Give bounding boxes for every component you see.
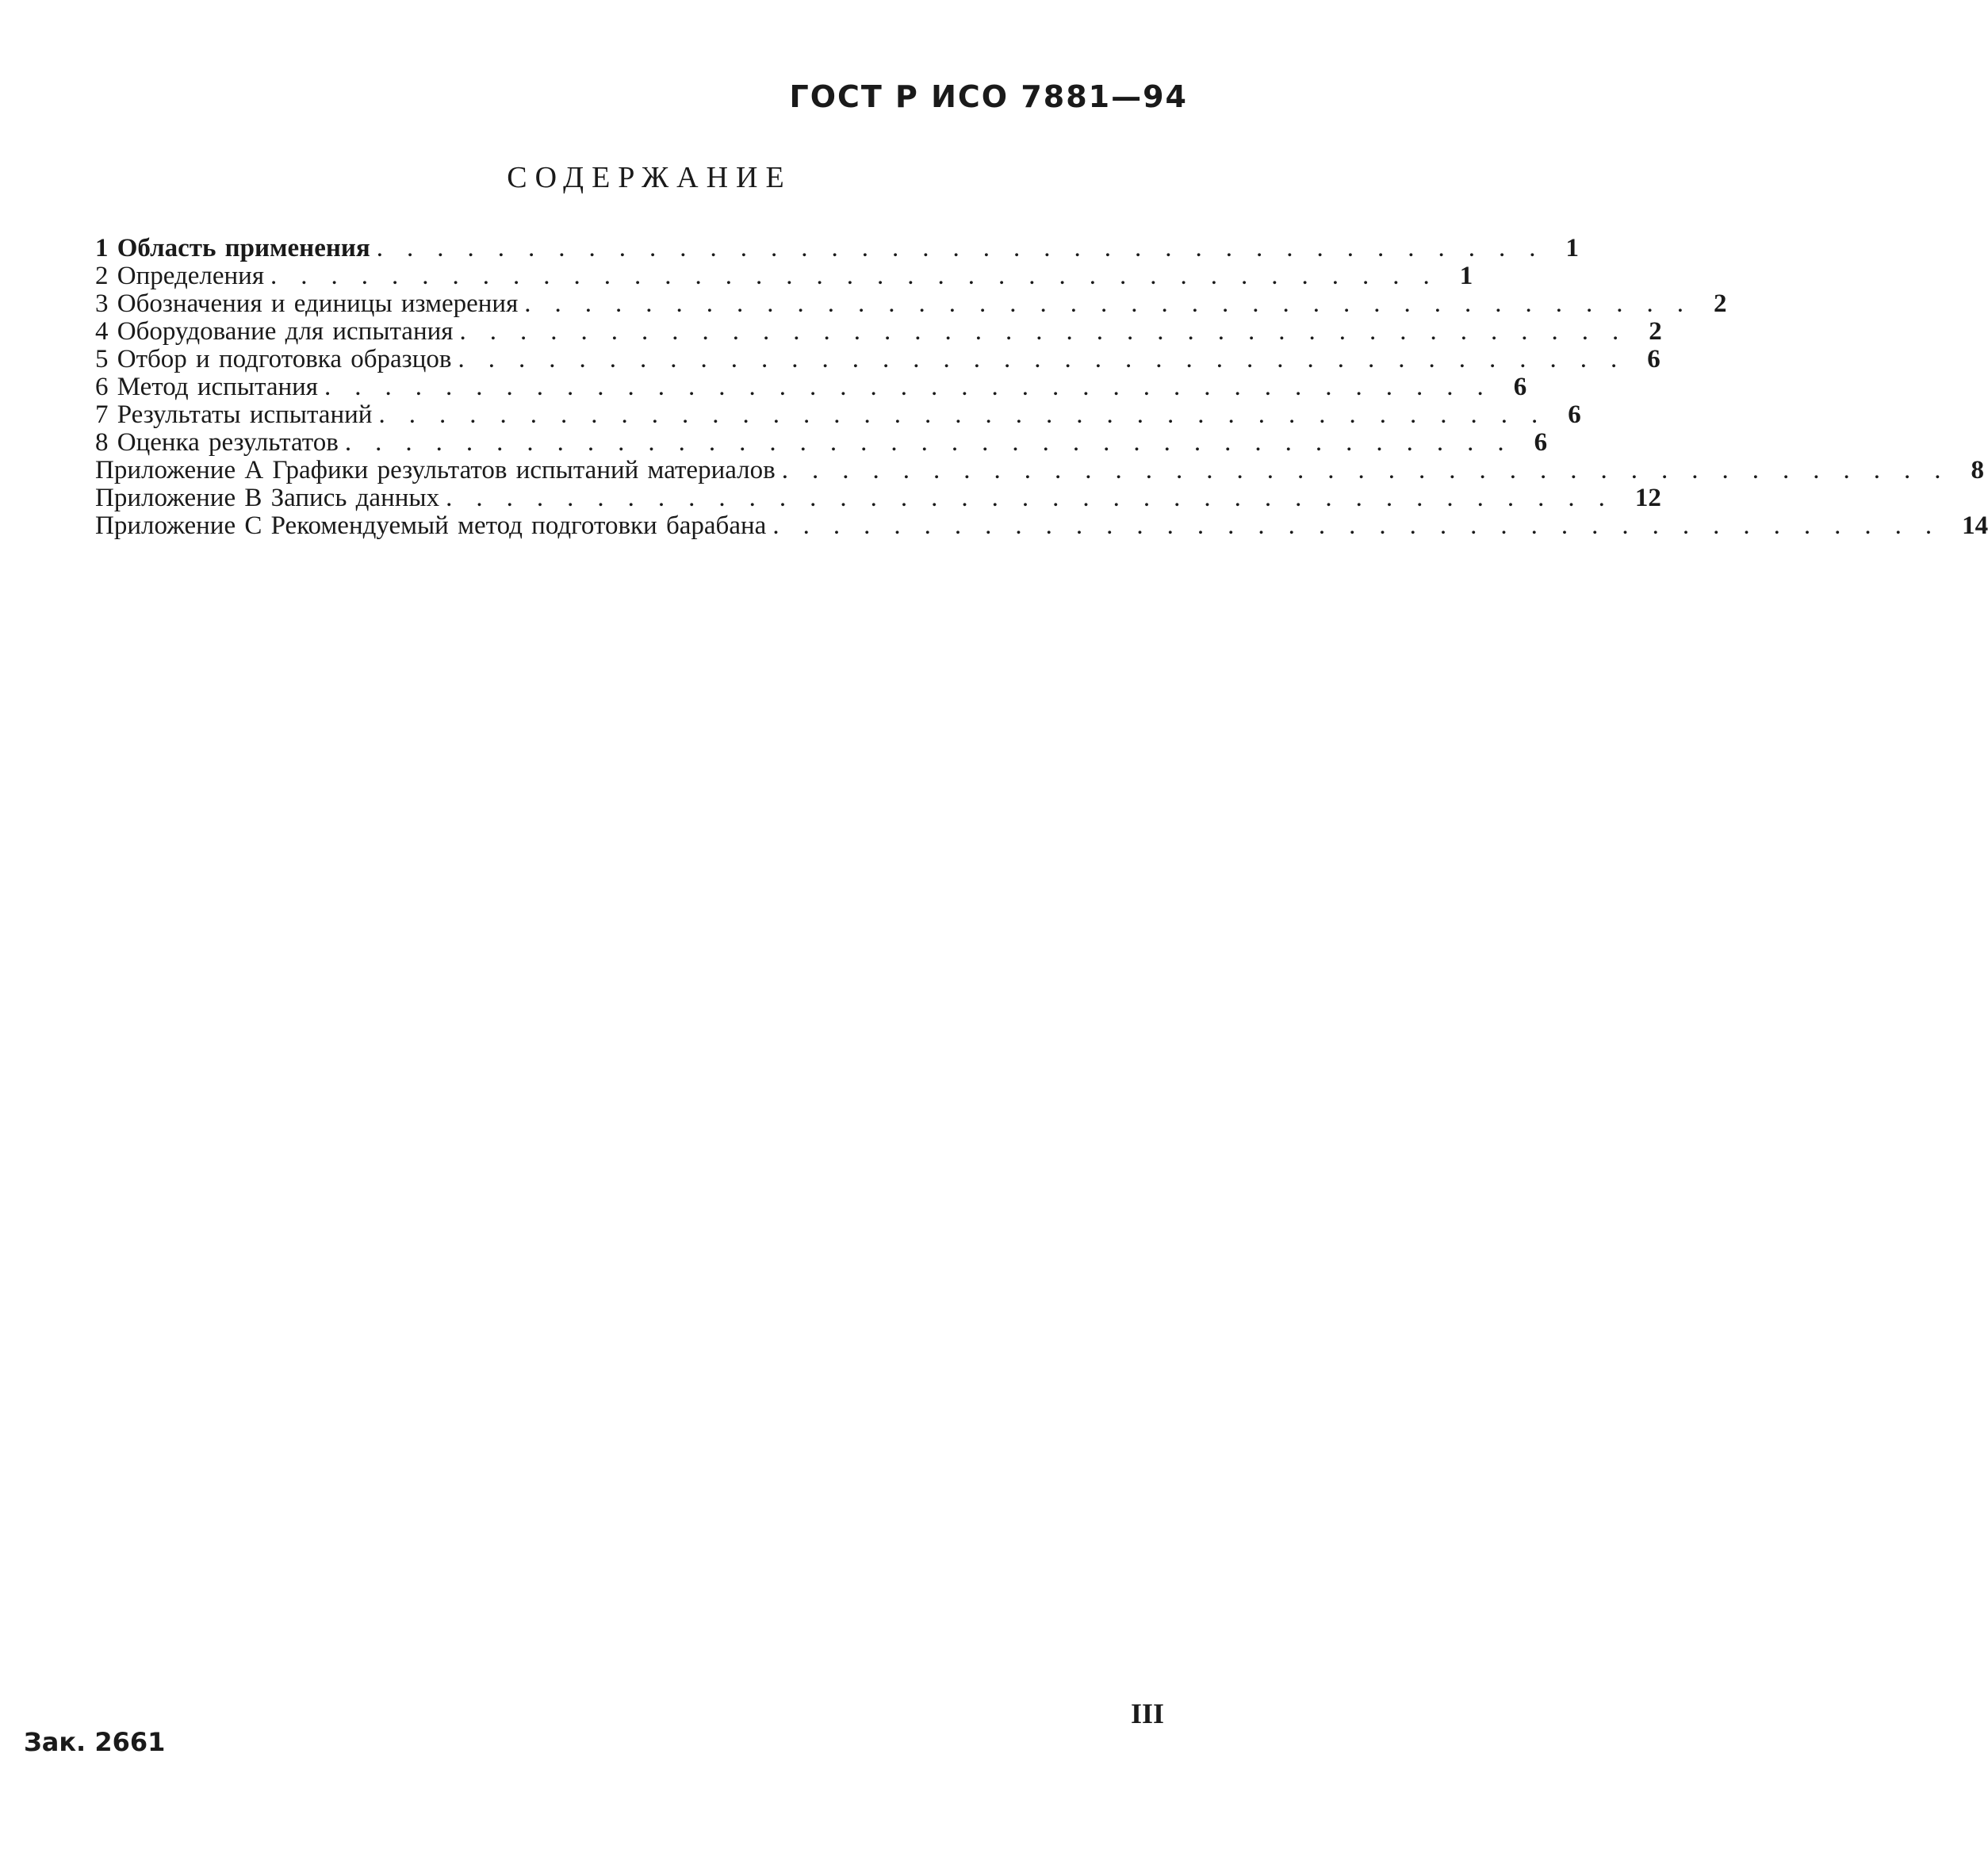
toc-dot-leader: ....................................... (524, 289, 1708, 318)
toc-entry-label: 3 Обозначения и единицы измерения (95, 289, 519, 318)
toc-entry-page: 6 (1534, 428, 1548, 457)
toc-dot-leader: ....................................... (324, 373, 1507, 401)
toc-entry-page: 6 (1647, 345, 1660, 373)
toc-entry[interactable] (95, 511, 1988, 540)
toc-entry-label: 4 Оборудование для испытания (95, 317, 454, 346)
table-of-contents (95, 234, 1988, 540)
toc-dot-leader: ....................................... (270, 262, 1454, 290)
toc-dot-leader: ....................................... (781, 456, 1965, 484)
toc-entry-label: 2 Определения (95, 262, 265, 290)
toc-entry-label: 7 Результаты испытаний (95, 400, 373, 429)
toc-entry[interactable] (95, 400, 1581, 429)
order-number: Зак. 2661 (24, 1727, 166, 1757)
toc-entry-page: 14 (1962, 511, 1988, 540)
toc-entry-page: 8 (1971, 456, 1984, 484)
toc-entry-page: 1 (1565, 234, 1579, 262)
standard-code: ГОСТ Р ИСО 7881—94 (789, 79, 1188, 114)
toc-dot-leader: ....................................... (376, 234, 1560, 262)
toc-entry[interactable] (95, 262, 1473, 290)
toc-entry[interactable] (95, 289, 1727, 318)
toc-entry-page: 12 (1634, 484, 1661, 512)
toc-entry-page: 1 (1459, 262, 1473, 290)
toc-dot-leader: ....................................... (772, 511, 1956, 540)
toc-entry-label: 5 Отбор и подготовка образцов (95, 345, 452, 373)
toc-entry-label: Приложение В Запись данных (95, 484, 440, 512)
toc-dot-leader: ....................................... (446, 484, 1629, 512)
toc-entry[interactable] (95, 484, 1661, 512)
toc-entry[interactable] (95, 234, 1579, 262)
toc-entry-label: Приложение А Графики результатов испытаний материалов (95, 456, 776, 484)
toc-entry-label: 1 Область применения (95, 234, 370, 262)
toc-entry[interactable] (95, 317, 1662, 346)
toc-entry-label: 8 Оценка результатов (95, 428, 339, 457)
toc-entry[interactable] (95, 428, 1548, 457)
toc-entry-label: 6 Метод испытания (95, 373, 318, 401)
toc-entry-page: 2 (1714, 289, 1727, 318)
toc-entry-label: Приложение С Рекомендуемый метод подготовки барабана (95, 511, 767, 540)
page-number: III (1130, 1698, 1164, 1729)
toc-dot-leader: ....................................... (459, 317, 1643, 346)
toc-dot-leader: ....................................... (344, 428, 1528, 457)
toc-entry-page: 6 (1513, 373, 1527, 401)
toc-entry[interactable] (95, 373, 1527, 401)
toc-dot-leader: ....................................... (458, 345, 1641, 373)
toc-dot-leader: ....................................... (378, 400, 1562, 429)
page-title: СОДЕРЖАНИЕ (507, 161, 792, 194)
toc-entry[interactable] (95, 456, 1984, 484)
toc-entry[interactable] (95, 345, 1660, 373)
toc-entry-page: 2 (1649, 317, 1662, 346)
toc-entry-page: 6 (1568, 400, 1581, 429)
